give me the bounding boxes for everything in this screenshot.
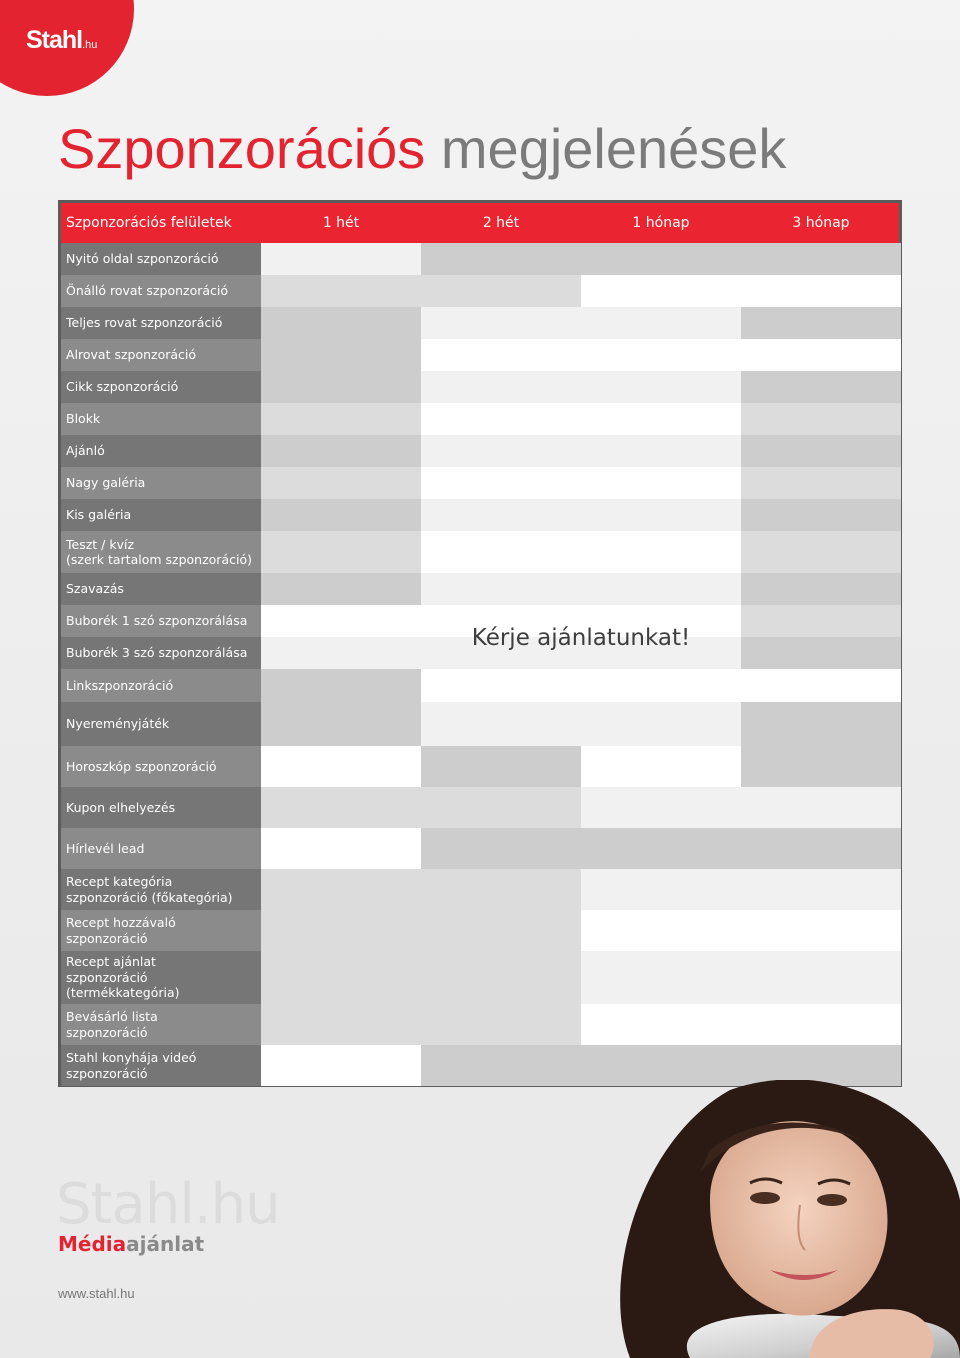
table-cell <box>421 403 581 435</box>
row-label: Horoszkóp szponzoráció <box>66 758 217 774</box>
title-part-red: Szponzorációs <box>58 117 426 180</box>
row-label-cell <box>61 869 261 910</box>
header-surfaces: Szponzorációs felületek <box>66 215 232 231</box>
table-cell <box>261 637 421 669</box>
media-offer-red: Média <box>58 1232 127 1256</box>
row-label: Nyitó oldal szponzoráció <box>66 251 219 267</box>
row-label: Recept ajánlat szponzoráció (termékkategória) <box>66 954 180 1001</box>
row-label-cell <box>61 828 261 869</box>
table-cell <box>581 951 741 1004</box>
row-label-cell <box>61 371 261 403</box>
row-label-cell <box>61 1045 261 1086</box>
table-cell <box>261 435 421 467</box>
table-cell <box>741 746 901 787</box>
table-cell <box>261 669 421 702</box>
table-cell <box>421 275 581 307</box>
row-label: Ajánló <box>66 443 105 459</box>
table-cell <box>261 787 421 828</box>
table-cell <box>581 531 741 573</box>
offer-callout: Kérje ajánlatunkat! <box>471 625 691 651</box>
table-cell <box>741 637 901 669</box>
table-cell <box>581 499 741 531</box>
table-cell <box>421 573 581 605</box>
table-cell <box>741 605 901 637</box>
table-cell <box>261 605 421 637</box>
row-label-cell <box>61 951 261 1004</box>
row-label-cell <box>61 307 261 339</box>
table-cell <box>581 669 741 702</box>
table-cell <box>581 1004 741 1045</box>
table-row <box>61 499 899 531</box>
row-label: Hírlevél lead <box>66 840 145 856</box>
table-row <box>61 403 899 435</box>
table-cell <box>261 828 421 869</box>
row-label: Teszt / kvíz (szerk tartalom szponzoráció) <box>66 536 252 567</box>
table-cell <box>581 828 741 869</box>
table-cell <box>261 339 421 371</box>
table-cell <box>741 499 901 531</box>
row-label-cell <box>61 467 261 499</box>
table-cell <box>261 275 421 307</box>
table-cell <box>741 307 901 339</box>
table-row <box>61 910 899 951</box>
table-cell <box>741 275 901 307</box>
row-label: Buborék 3 szó szponzorálása <box>66 645 248 661</box>
table-cell <box>421 869 581 910</box>
row-label-cell <box>61 702 261 746</box>
table-cell <box>741 531 901 573</box>
media-offer-title <box>58 1232 204 1256</box>
table-cell <box>741 910 901 951</box>
table-cell <box>261 573 421 605</box>
logo[interactable] <box>26 26 97 55</box>
table-cell <box>581 467 741 499</box>
table-cell <box>741 371 901 403</box>
title-part-gray: megjelenések <box>440 117 787 180</box>
table-cell <box>421 371 581 403</box>
table-cell <box>581 746 741 787</box>
row-label: Nagy galéria <box>66 475 146 491</box>
media-offer-gray: ajánlat <box>126 1232 205 1256</box>
row-label-cell <box>61 275 261 307</box>
row-label-cell <box>61 499 261 531</box>
table-row <box>61 243 899 275</box>
table-cell <box>421 1004 581 1045</box>
table-row <box>61 669 899 702</box>
row-label: Alrovat szponzoráció <box>66 347 197 363</box>
table-cell <box>261 467 421 499</box>
table-cell <box>741 828 901 869</box>
row-label-cell <box>61 339 261 371</box>
logo-tld: .hu <box>82 39 98 51</box>
table-cell <box>421 951 581 1004</box>
header-1-week: 1 hét <box>322 215 360 231</box>
table-cell <box>421 243 581 275</box>
row-label: Cikk szponzoráció <box>66 379 179 395</box>
table-cell <box>581 869 741 910</box>
table-cell <box>421 339 581 371</box>
table-row <box>61 467 899 499</box>
table-cell <box>741 702 901 746</box>
table-cell <box>741 1004 901 1045</box>
row-label-cell <box>61 435 261 467</box>
row-label: Nyereményjáték <box>66 716 170 732</box>
table-cell <box>581 702 741 746</box>
row-label: Kupon elhelyezés <box>66 799 176 815</box>
table-row <box>61 1004 899 1045</box>
table-cell <box>581 787 741 828</box>
table-row <box>61 573 899 605</box>
table-cell <box>581 435 741 467</box>
row-label-cell <box>61 669 261 702</box>
sponsorship-table <box>58 200 902 1087</box>
table-cell <box>581 573 741 605</box>
watermark-logo: Stahl.hu <box>56 1172 280 1237</box>
table-row <box>61 702 899 746</box>
table-row <box>61 371 899 403</box>
table-cell <box>421 499 581 531</box>
table-cell <box>421 828 581 869</box>
table-row <box>61 869 899 910</box>
row-label: Szavazás <box>66 581 124 597</box>
table-cell <box>741 243 901 275</box>
table-row <box>61 531 899 573</box>
row-label-cell <box>61 637 261 669</box>
table-cell <box>421 1045 581 1086</box>
table-cell <box>741 435 901 467</box>
row-label: Bevásárló lista szponzoráció <box>66 1009 158 1040</box>
table-row <box>61 828 899 869</box>
table-cell <box>421 307 581 339</box>
table-cell <box>581 243 741 275</box>
table-cell <box>261 243 421 275</box>
table-cell <box>741 951 901 1004</box>
row-label-cell <box>61 605 261 637</box>
table-cell <box>261 499 421 531</box>
table-cell <box>261 1004 421 1045</box>
table-cell <box>261 1045 421 1086</box>
table-row <box>61 746 899 787</box>
table-cell <box>581 307 741 339</box>
row-label: Recept hozzávaló szponzoráció <box>66 915 176 946</box>
header-2-weeks: 2 hét <box>482 215 520 231</box>
row-label-cell <box>61 403 261 435</box>
row-label-cell <box>61 573 261 605</box>
table-cell <box>741 669 901 702</box>
table-cell <box>581 403 741 435</box>
portrait-image <box>560 1080 960 1358</box>
table-cell <box>421 531 581 573</box>
table-cell <box>421 669 581 702</box>
table-cell <box>581 339 741 371</box>
table-cell <box>741 869 901 910</box>
table-cell <box>261 371 421 403</box>
logo-main: Stahl <box>26 26 83 54</box>
table-cell <box>421 702 581 746</box>
row-label: Stahl konyhája videó szponzoráció <box>66 1050 197 1081</box>
table-cell <box>421 910 581 951</box>
row-label-cell <box>61 531 261 573</box>
table-cell <box>261 307 421 339</box>
table-cell <box>421 787 581 828</box>
table-row <box>61 951 899 1004</box>
table-cell <box>741 467 901 499</box>
table-header <box>61 203 899 243</box>
row-label-cell <box>61 746 261 787</box>
row-label: Recept kategória szponzoráció (főkategória) <box>66 874 233 905</box>
table-row <box>61 275 899 307</box>
table-cell <box>741 403 901 435</box>
page-title <box>58 116 786 181</box>
table-cell <box>421 435 581 467</box>
table-cell <box>261 531 421 573</box>
table-cell <box>261 702 421 746</box>
row-label: Kis galéria <box>66 507 132 523</box>
table-row <box>61 307 899 339</box>
row-label: Blokk <box>66 411 101 427</box>
row-label: Önálló rovat szponzoráció <box>66 283 229 299</box>
header-3-months: 3 hónap <box>792 215 850 231</box>
row-label: Teljes rovat szponzoráció <box>66 315 223 331</box>
website-link[interactable]: www.stahl.hu <box>58 1286 135 1301</box>
table-cell <box>261 910 421 951</box>
table-cell <box>261 746 421 787</box>
row-label-cell <box>61 787 261 828</box>
row-label-cell <box>61 243 261 275</box>
table-cell <box>261 403 421 435</box>
table-cell <box>421 467 581 499</box>
table-cell <box>261 869 421 910</box>
table-cell <box>581 275 741 307</box>
table-cell <box>741 339 901 371</box>
row-label: Linkszponzoráció <box>66 677 174 693</box>
table-cell <box>581 910 741 951</box>
header-1-month: 1 hónap <box>632 215 690 231</box>
row-label-cell <box>61 1004 261 1045</box>
table-cell <box>581 371 741 403</box>
table-cell <box>261 951 421 1004</box>
row-label-cell <box>61 910 261 951</box>
table-cell <box>741 573 901 605</box>
table-row <box>61 435 899 467</box>
table-row <box>61 339 899 371</box>
table-cell <box>741 787 901 828</box>
row-label: Buborék 1 szó szponzorálása <box>66 613 248 629</box>
table-cell <box>421 746 581 787</box>
table-row <box>61 787 899 828</box>
